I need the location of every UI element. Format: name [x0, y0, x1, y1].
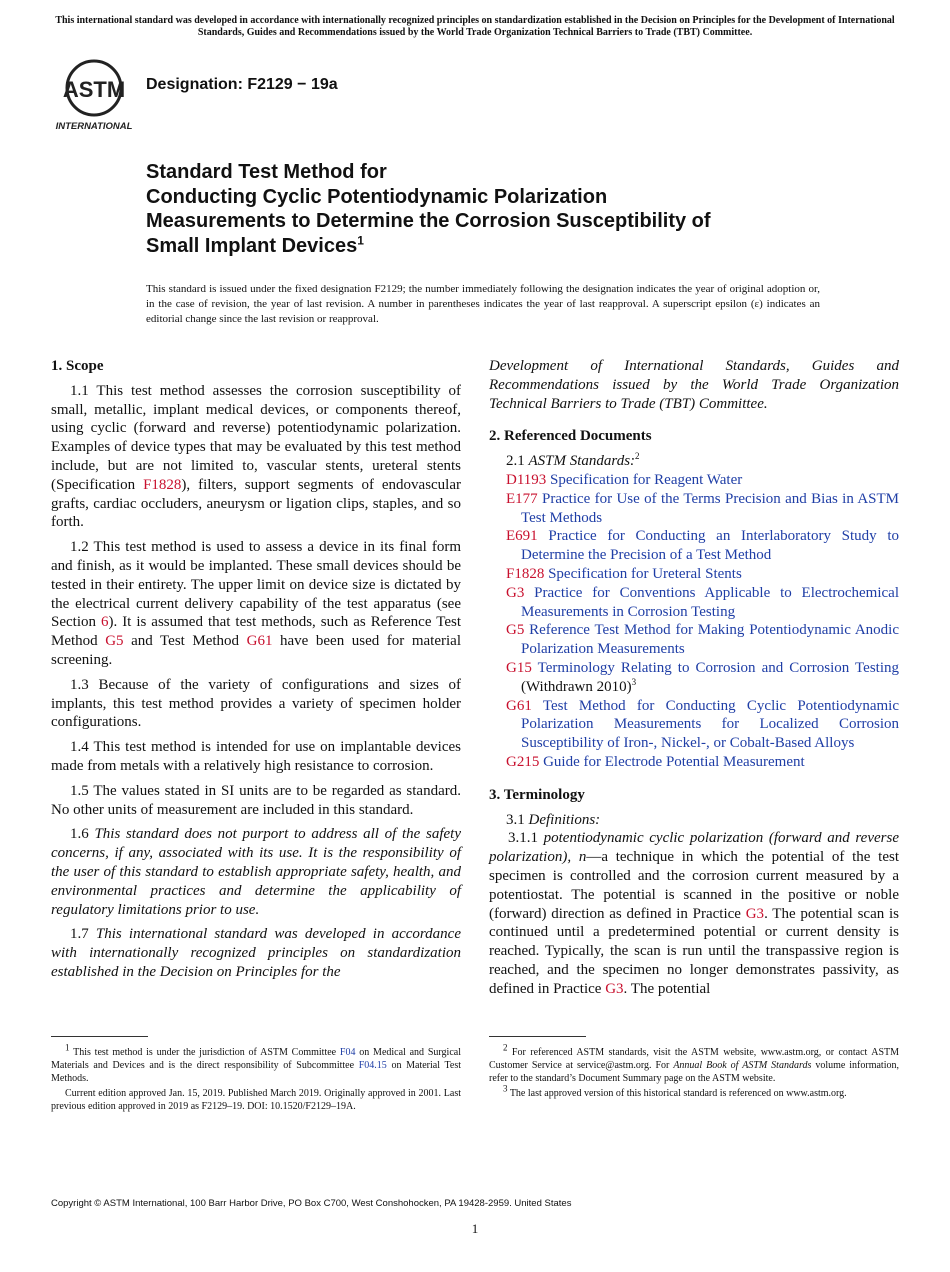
page-number: 1 [471, 1221, 479, 1236]
ref-code-e177[interactable]: E177 [506, 490, 538, 507]
ref-title-g215[interactable]: Guide for Electrode Potential Measurement [539, 753, 805, 770]
section-heading-scope: 1. Scope [51, 358, 104, 374]
ref-code-d1193[interactable]: D1193 [506, 471, 547, 488]
paragraph-1-7-continued [489, 357, 899, 413]
p1-2-text-a: 1.2 This test method is used to assess a device in its final form and finish, as it would be implanted. These small devices should be tested in their entirety. The upper limit on device size is dictated by the electrical current delivery capability of the test apparatus (see Section [51, 539, 461, 631]
list-item [489, 753, 899, 772]
ref-title-g61[interactable]: Test Method for Conducting Cyclic Potentiodynamic Polarization Measurements for Localized Corrosion Susceptibility of Iron-, Nickel-, or Cobalt-Based Alloys [521, 697, 899, 752]
footnote-2-text-a: For referenced ASTM standards, visit the ASTM website, www.astm.org, or contact ASTM Customer Service at service@astm.org. For [489, 1047, 899, 1071]
link-f04-15[interactable]: F04.15 [358, 1060, 387, 1071]
astm-label: ASTM Standards: [528, 453, 636, 470]
footnote-3-text: The last approved version of this historical standard is referenced on www.astm.org. [507, 1088, 847, 1099]
link-g61[interactable]: G61 [246, 633, 273, 650]
paragraph-1-3: 1.3 Because of the variety of configurations and sizes of implants, this test method provides a variety of specimen holder configurations. [51, 676, 461, 731]
paragraph-1-7 [51, 925, 461, 981]
left-column [51, 357, 461, 988]
paragraph-1-6 [51, 825, 461, 919]
p1-2-text-c: and Test Method [123, 633, 247, 650]
footnote-edition: Current edition approved Jan. 15, 2019. Published March 2019. Originally approved in 2001. Last previous edition approved in 2019 as F2129–19. DOI: 10.1520/F2129–19A. [51, 1088, 461, 1112]
paragraph-1-2 [51, 538, 461, 670]
ref-code-f1828[interactable]: F1828 [506, 565, 545, 582]
ref-code-g15[interactable]: G15 [506, 659, 532, 676]
p1-6-text: This standard does not purport to address all of the safety concerns, if any, associated with its use. It is the responsibility of the user of this standard to establish appropriate safety, health, and environmental practices and determine the applicability of regulatory limitations prior to use. [51, 826, 462, 918]
footnote-3 [489, 1083, 899, 1100]
footnote-1 [51, 1042, 461, 1085]
list-item [489, 621, 899, 659]
p3-1-1-text-c: . The potential [623, 980, 711, 997]
link-g3[interactable]: G3 [745, 905, 765, 922]
astm-logo-icon [52, 55, 136, 135]
title-line-2: Conducting Cyclic Potentiodynamic Polarization [146, 185, 608, 208]
p1-7-num: 1.7 [70, 926, 96, 943]
title-line-4-text: Small Implant Devices [146, 234, 358, 257]
section-heading-referenced-documents: 2. Referenced Documents [489, 428, 652, 445]
definitions-label [489, 811, 899, 830]
p3-1-1-num: 3.1.1 [508, 830, 544, 847]
footnote-2-text-b: volume information, refer to the standard’s Document Summary page on the ASTM website. [489, 1060, 899, 1084]
section-heading-terminology: 3. Terminology [489, 786, 585, 803]
link-g3-2[interactable]: G3 [605, 980, 624, 997]
link-f04[interactable]: F04 [339, 1047, 356, 1058]
ref-code-g215[interactable]: G215 [506, 753, 540, 770]
right-column [489, 357, 899, 1005]
p3-1-1-text-a: —a technique in which the potential of the test specimen is controlled and the corrosion current measured by a potentiostat. The potential is scanned in the positive or noble (forward) direction as defined in Practice [489, 849, 899, 922]
astm-footnote-mark: 2 [635, 451, 640, 462]
footnote-3-mark: 3 [503, 1083, 508, 1094]
ref-g15-footnote-mark: 3 [631, 676, 637, 687]
link-f1828[interactable]: F1828 [143, 476, 182, 493]
ref-title-f1828[interactable]: Specification for Ureteral Stents [544, 565, 742, 582]
list-item [489, 527, 899, 565]
p3-1-1-text-b: . The potential scan is continued until a predetermined potential or current density is reached. Typically, the scan is run until the transpassive region is reached, and the specimen no longer demonstrates passivity, as defined in Practice [489, 905, 899, 997]
list-item [489, 565, 899, 584]
ref-code-e691[interactable]: E691 [506, 528, 538, 545]
footnote-divider-left [51, 1036, 148, 1037]
title-line-1: Standard Test Method for [146, 161, 387, 183]
paragraph-1-1 [51, 382, 461, 532]
title-footnote-mark: 1 [357, 232, 364, 247]
designation: Designation: F2129 − 19a [146, 76, 338, 93]
p1-2-text-b: ). It is assumed that test methods, such as Reference Test Method [51, 614, 461, 650]
title-line-3: Measurements to Determine the Corrosion Susceptibility of [146, 210, 711, 232]
footnote-1-mark: 1 [65, 1042, 70, 1053]
footnote-1-text-c: on Material Test Methods. [51, 1060, 461, 1084]
p1-6-num: 1.6 [70, 826, 95, 843]
p1-7-continued-text: Development of International Standards, Guides and Recommendations issued by the World Trade Organization Technical Barriers to Trade (TBT) Committee. [489, 358, 899, 412]
footnote-2-mark: 2 [503, 1042, 508, 1053]
ref-title-g5[interactable]: Reference Test Method for Making Potentiodynamic Anodic Polarization Measurements [521, 622, 899, 658]
list-item [489, 584, 899, 622]
issued-note: This standard is issued under the fixed designation F2129; the number immediately following the designation indicates the year of original adoption or, in the case of revision, the year of last revision. A number in parentheses indicates the year of last reapproval. A superscript epsilon (ε) indicates an editorial change since the last revision or reapproval. [146, 283, 820, 325]
list-item [489, 659, 899, 697]
p1-1-text-b: ), filters, support segments of endovascular grafts, cardiac occluders, aneurysm or ligation clips, staples, and so forth. [51, 476, 462, 531]
ref-code-g3[interactable]: G3 [506, 584, 525, 601]
p1-2-text-d: have been used for material screening. [51, 633, 461, 668]
logo-text: ASTM [62, 77, 126, 102]
list-item [489, 471, 899, 490]
paragraph-3-1-1 [489, 829, 899, 998]
page-title [146, 160, 876, 258]
p1-1-text-a: 1.1 This test method assesses the corrosion susceptibility of small, metallic, implant medical devices, or components thereof, using cyclic (forward and reverse) potentiodynamic polarization. Examples of device types that may be evaluated by this test method include, but are not limited to, vascular stents, ureteral stents (Specification [51, 382, 461, 493]
ref-title-g15[interactable]: Terminology Relating to Corrosion and Corrosion Testing [531, 659, 899, 676]
footnote-divider-right [489, 1036, 586, 1037]
top-notice: This international standard was developed in accordance with internationally recognized principles on standardization established in the Decision on Principles for the Development of International Standards, Guides and Recommendations issued by the World Trade Organization Technical Barriers to Trade (TBT) Committee. [55, 15, 895, 38]
footnote-1-text-a: This test method is under the jurisdiction of ASTM Committee [69, 1047, 340, 1058]
link-section-6[interactable]: 6 [100, 614, 109, 631]
ref-code-g5[interactable]: G5 [506, 622, 525, 639]
definitions-text: Definitions: [528, 811, 601, 828]
ref-title-g3[interactable]: Practice for Conventions Applicable to Electrochemical Measurements in Corrosion Testing [521, 584, 899, 620]
p3-1-1-term: potentiodynamic cyclic polarization (forward and reverse polarization), n [489, 830, 899, 866]
footnote-2 [489, 1042, 899, 1085]
paragraph-1-5: 1.5 The values stated in SI units are to be regarded as standard. No other units of measurement are included in this standard. [51, 782, 461, 818]
ref-title-e177[interactable]: Practice for Use of the Terms Precision and Bias in ASTM Test Methods [521, 490, 899, 526]
copyright-footer: Copyright © ASTM International, 100 Barr Harbor Drive, PO Box C700, West Conshohocken, PA 19428-2959. United States [51, 1198, 572, 1209]
footnote-1-text-b: on Medical and Surgical Materials and Devices and is the direct responsibility of Subcommittee [51, 1047, 461, 1071]
astm-standards-label [489, 452, 899, 471]
title-line-4 [146, 234, 876, 259]
astm-num: 2.1 [506, 453, 529, 470]
p1-7-text: This international standard was developed in accordance with internationally recognized principles on standardization established in the Decision on Principles for the [51, 926, 462, 980]
link-g5[interactable]: G5 [105, 633, 124, 650]
footnotes-left [51, 1042, 461, 1115]
list-item [489, 697, 899, 753]
list-item [489, 490, 899, 528]
logo-subtext: INTERNATIONAL [55, 121, 133, 132]
ref-title-d1193[interactable]: Specification for Reagent Water [546, 471, 743, 488]
footnote-2-italic: Annual Book of ASTM Standards [673, 1060, 812, 1071]
ref-code-g61[interactable]: G61 [506, 697, 532, 714]
ref-g15-withdrawn: (Withdrawn 2010) [521, 678, 632, 695]
definitions-num: 3.1 [506, 811, 529, 828]
ref-title-e691[interactable]: Practice for Conducting an Interlaboratory Study to Determine the Precision of a Test Method [521, 528, 899, 564]
paragraph-1-4: 1.4 This test method is intended for use on implantable devices made from metals with a relatively high resistance to corrosion. [51, 739, 461, 774]
footnotes-right [489, 1042, 899, 1102]
reference-list [489, 471, 899, 772]
